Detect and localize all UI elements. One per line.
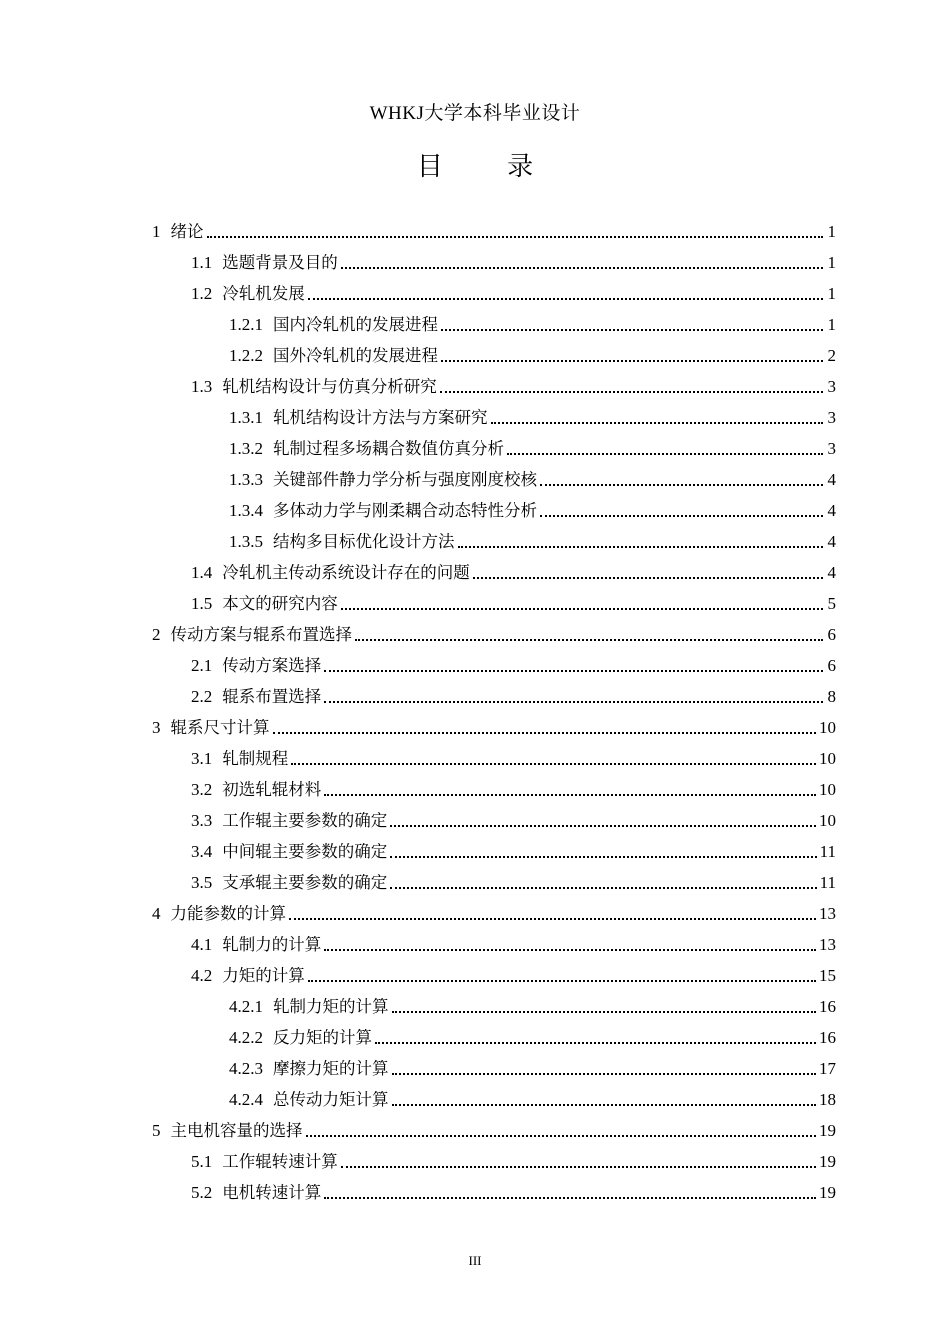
toc-entry-number: 1.3.5 xyxy=(229,532,263,551)
toc-entry-page: 1 xyxy=(827,222,836,241)
toc-entry-page: 6 xyxy=(827,656,836,675)
toc-entry-page: 5 xyxy=(827,594,836,613)
toc-entry-number: 2 xyxy=(152,625,161,644)
toc-entry-title: 轧制规程 xyxy=(222,749,289,768)
toc-entry-title: 选题背景及目的 xyxy=(222,253,338,272)
toc-entry-title: 绪论 xyxy=(170,222,204,241)
page-header: WHKJ大学本科毕业设计 xyxy=(369,103,581,124)
toc-entry-title: 电机转速计算 xyxy=(222,1183,322,1202)
toc-entry-1-3-4[interactable] xyxy=(229,491,836,521)
dot-leader xyxy=(341,266,823,269)
toc-entry-1-3[interactable] xyxy=(191,367,836,397)
toc-entry-title: 冷轧机主传动系统设计存在的问题 xyxy=(222,563,470,582)
toc-entry-page: 19 xyxy=(819,1183,836,1202)
toc-title: 目 录 xyxy=(416,152,562,182)
toc-entry-page: 10 xyxy=(819,780,836,799)
dot-leader xyxy=(306,1134,817,1137)
toc-entry-4-2-2[interactable] xyxy=(229,1018,836,1048)
toc-entry-title: 轧制过程多场耦合数值仿真分析 xyxy=(273,439,504,458)
toc-entry-title: 冷轧机发展 xyxy=(222,284,305,303)
dot-leader xyxy=(207,235,824,238)
toc-entry-1-2-2[interactable] xyxy=(229,336,836,366)
toc-entry-number: 1.4 xyxy=(191,563,213,582)
dot-leader xyxy=(324,700,823,703)
toc-entry-page: 1 xyxy=(827,284,836,303)
dot-leader xyxy=(341,607,823,610)
toc-entry-1-3-1[interactable] xyxy=(229,398,836,428)
toc-entry-number: 5 xyxy=(152,1121,161,1140)
toc-entry-title: 多体动力学与刚柔耦合动态特性分析 xyxy=(273,501,537,520)
toc-entry-title: 工作辊转速计算 xyxy=(222,1152,338,1171)
dot-leader xyxy=(441,328,823,331)
toc-entry-title: 工作辊主要参数的确定 xyxy=(222,811,388,830)
toc-entry-2[interactable] xyxy=(152,615,836,645)
dot-leader xyxy=(375,1041,816,1044)
toc-entry-title: 轧制力的计算 xyxy=(222,935,322,954)
dot-leader xyxy=(324,948,816,951)
toc-entry-number: 4.2 xyxy=(191,966,213,985)
toc-entry-number: 3.4 xyxy=(191,842,213,861)
toc-entry-number: 2.1 xyxy=(191,656,213,675)
dot-leader xyxy=(308,297,823,300)
toc-entry-number: 1.3.1 xyxy=(229,408,263,427)
toc-entry-number: 3.3 xyxy=(191,811,213,830)
toc-entry-page: 13 xyxy=(819,904,836,923)
dot-leader xyxy=(341,1165,816,1168)
toc-entry-1-3-2[interactable] xyxy=(229,429,836,459)
toc-entry-4-1[interactable] xyxy=(191,925,836,955)
toc-entry-number: 1.3.2 xyxy=(229,439,263,458)
toc-entry-number: 4.1 xyxy=(191,935,213,954)
dot-leader xyxy=(390,824,816,827)
toc-entry-number: 4 xyxy=(152,904,161,923)
toc-entry-page: 4 xyxy=(827,470,836,489)
toc-entry-5-2[interactable] xyxy=(191,1173,836,1203)
toc-entry-page: 6 xyxy=(827,625,836,644)
toc-entry-page: 18 xyxy=(819,1090,836,1109)
toc-entry-1[interactable] xyxy=(152,212,836,242)
toc-entry-title: 轧机结构设计与仿真分析研究 xyxy=(222,377,437,396)
toc-entry-page: 3 xyxy=(827,377,836,396)
dot-leader xyxy=(291,762,816,765)
toc-entry-number: 1.2.2 xyxy=(229,346,263,365)
toc-entry-title: 摩擦力矩的计算 xyxy=(273,1059,389,1078)
dot-leader xyxy=(273,731,817,734)
toc-entry-title: 力矩的计算 xyxy=(222,966,305,985)
dot-leader xyxy=(491,421,824,424)
dot-leader xyxy=(392,1103,817,1106)
toc-entry-title: 传动方案与辊系布置选择 xyxy=(170,625,352,644)
toc-entry-title: 辊系尺寸计算 xyxy=(170,718,270,737)
toc-entry-number: 1.3.3 xyxy=(229,470,263,489)
page-number: III xyxy=(468,1253,482,1268)
toc-entry-4[interactable] xyxy=(152,894,836,924)
dot-leader xyxy=(355,638,823,641)
toc-entry-number: 2.2 xyxy=(191,687,213,706)
toc-entry-page: 4 xyxy=(827,501,836,520)
toc-entry-number: 1 xyxy=(152,222,161,241)
toc-entry-2-2[interactable] xyxy=(191,677,836,707)
toc-entry-title: 结构多目标优化设计方法 xyxy=(273,532,455,551)
toc-entry-number: 1.1 xyxy=(191,253,213,272)
toc-entry-1-3-5[interactable] xyxy=(229,522,836,552)
toc-entry-page: 19 xyxy=(819,1121,836,1140)
toc-entry-number: 4.2.3 xyxy=(229,1059,263,1078)
toc-entry-title: 本文的研究内容 xyxy=(222,594,338,613)
toc-entry-number: 4.2.4 xyxy=(229,1090,263,1109)
toc-entry-page: 3 xyxy=(827,439,836,458)
toc-entry-title: 主电机容量的选择 xyxy=(170,1121,303,1140)
toc-entry-page: 10 xyxy=(819,718,836,737)
toc-entry-title: 总传动力矩计算 xyxy=(273,1090,389,1109)
toc-entry-page: 16 xyxy=(819,997,836,1016)
toc-entry-number: 3.1 xyxy=(191,749,213,768)
toc-entry-4-2-3[interactable] xyxy=(229,1049,836,1079)
toc-entry-1-4[interactable] xyxy=(191,553,836,583)
toc-entry-number: 1.2 xyxy=(191,284,213,303)
toc-entry-number: 1.3.4 xyxy=(229,501,263,520)
dot-leader xyxy=(392,1010,817,1013)
toc-entry-title: 轧制力矩的计算 xyxy=(273,997,389,1016)
dot-leader xyxy=(392,1072,817,1075)
toc-entry-page: 13 xyxy=(819,935,836,954)
toc-entry-5[interactable] xyxy=(152,1111,836,1141)
toc-entry-number: 5.1 xyxy=(191,1152,213,1171)
toc-entry-3[interactable] xyxy=(152,708,836,738)
dot-leader xyxy=(441,359,823,362)
toc-entry-page: 10 xyxy=(819,749,836,768)
toc-entry-page: 16 xyxy=(819,1028,836,1047)
dot-leader xyxy=(473,576,823,579)
toc-entry-3-1[interactable] xyxy=(191,739,836,769)
dot-leader xyxy=(390,886,816,889)
toc-entry-page: 1 xyxy=(827,315,836,334)
toc-entry-number: 1.5 xyxy=(191,594,213,613)
toc-entry-4-2[interactable] xyxy=(191,956,836,986)
toc-entry-page: 19 xyxy=(819,1152,836,1171)
toc-entry-page: 4 xyxy=(827,563,836,582)
dot-leader xyxy=(324,793,816,796)
toc-entry-title: 国内冷轧机的发展进程 xyxy=(273,315,438,334)
toc-entry-4-2-4[interactable] xyxy=(229,1080,836,1110)
toc-entry-page: 17 xyxy=(819,1059,836,1078)
toc-entry-page: 15 xyxy=(819,966,836,985)
toc-entry-title: 反力矩的计算 xyxy=(273,1028,372,1047)
toc-entry-number: 1.2.1 xyxy=(229,315,263,334)
toc-entry-3-4[interactable] xyxy=(191,832,836,862)
toc-entry-title: 传动方案选择 xyxy=(222,656,322,675)
dot-leader xyxy=(540,483,823,486)
toc-entry-1-1[interactable] xyxy=(191,243,836,273)
toc-entry-1-3-3[interactable] xyxy=(229,460,836,490)
toc-entry-number: 3.2 xyxy=(191,780,213,799)
toc-entry-number: 3 xyxy=(152,718,161,737)
toc-entry-5-1[interactable] xyxy=(191,1142,836,1172)
toc-entry-title: 关键部件静力学分析与强度刚度校核 xyxy=(273,470,537,489)
toc-entry-3-2[interactable] xyxy=(191,770,836,800)
toc-entry-title: 支承辊主要参数的确定 xyxy=(222,873,388,892)
toc-entry-title: 力能参数的计算 xyxy=(170,904,286,923)
toc-entry-title: 初选轧辊材料 xyxy=(222,780,322,799)
toc-entry-page: 1 xyxy=(827,253,836,272)
toc-entry-page: 3 xyxy=(827,408,836,427)
toc-entry-4-2-1[interactable] xyxy=(229,987,836,1017)
toc-entry-1-2-1[interactable] xyxy=(229,305,836,335)
toc-entry-page: 4 xyxy=(827,532,836,551)
dot-leader xyxy=(324,669,823,672)
toc-entry-page: 10 xyxy=(819,811,836,830)
toc-entry-3-5[interactable] xyxy=(191,863,836,893)
toc-entry-title: 轧机结构设计方法与方案研究 xyxy=(273,408,488,427)
toc-entry-title: 国外冷轧机的发展进程 xyxy=(273,346,438,365)
toc-entry-number: 3.5 xyxy=(191,873,213,892)
toc-entry-1-2[interactable] xyxy=(191,274,836,304)
toc-entry-page: 11 xyxy=(819,873,836,892)
toc-entry-1-5[interactable] xyxy=(191,584,836,614)
dot-leader xyxy=(289,917,816,920)
toc-entry-number: 4.2.2 xyxy=(229,1028,263,1047)
toc-entry-number: 1.3 xyxy=(191,377,213,396)
toc-entry-page: 2 xyxy=(827,346,836,365)
toc-entry-title: 辊系布置选择 xyxy=(222,687,322,706)
dot-leader xyxy=(324,1196,816,1199)
dot-leader xyxy=(458,545,824,548)
toc-entry-number: 4.2.1 xyxy=(229,997,263,1016)
dot-leader xyxy=(440,390,823,393)
dot-leader xyxy=(390,855,816,858)
toc-entry-page: 11 xyxy=(819,842,836,861)
dot-leader xyxy=(308,979,816,982)
toc-entry-2-1[interactable] xyxy=(191,646,836,676)
toc-entry-title: 中间辊主要参数的确定 xyxy=(222,842,388,861)
toc-entry-number: 5.2 xyxy=(191,1183,213,1202)
toc-entry-3-3[interactable] xyxy=(191,801,836,831)
toc-entry-page: 8 xyxy=(827,687,836,706)
dot-leader xyxy=(507,452,823,455)
dot-leader xyxy=(540,514,823,517)
